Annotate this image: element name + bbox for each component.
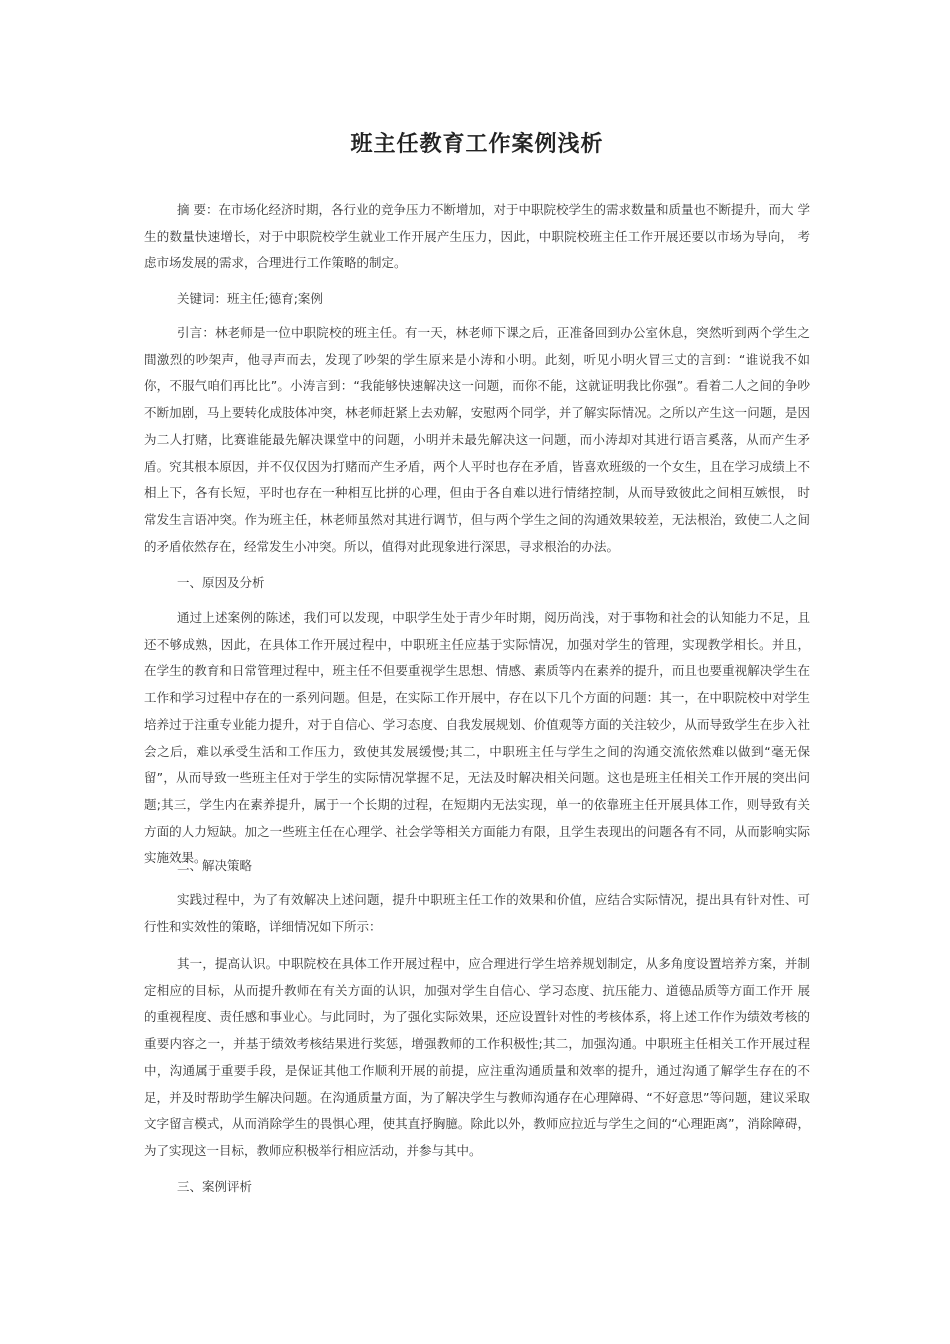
intro-paragraph: 引言：林老师是一位中职院校的班主任。有一天，林老师下课之后，正准备回到办公室休息，突然听到两个学生之間激烈的吵架声，他寻声而去，发现了吵架的学生原来是小涛和小明。此刻，听见小明火冒三丈的言到：“谁说我不如你，不服气咱们再比比”。小涛言到：“我能够快速解决这一问题，而你不能，这就证明我比你强”。看着二人之间的争吵不断加剧，马上要转化成肢体冲突，林老师赶紧上去劝解，安慰两个同学，并了解实际情况。之所以产生这一问题，是因为二人打赌，比赛谁能最先解决课堂中的问题，小明并未最先解决这一问题，而小涛却对其进行语言奚落，从而产生矛盾。究其根本原因，并不仅仅因为打赌而产生矛盾，两个人平时也存在矛盾，皆喜欢班级的一个女生，且在学习成绩上不相上下，各有长短，平时也存在一种相互比拼的心理，但由于各自难以进行情绪控制，从而导致彼此之间相互嫉恨， 时常发生言语冲突。作为班主任，林老师虽然对其进行调节，但与两个学生之间的沟通效果较差，无法根治，致使二人之间的矛盾依然存在，经常发生小冲突。所以，值得对此现象进行深思，寻求根治的办法。: [144, 325, 810, 554]
section1-heading: 一、原因及分析: [177, 575, 265, 590]
document-title: 班主任教育工作案例浅析: [350, 132, 604, 157]
section3-heading: 三、案例评析: [177, 1179, 253, 1194]
section2-body-paragraph: 其一，提高认识。中职院校在具体工作开展过程中，应合理进行学生培养规划制定，从多角度设置培养方案，并制定相应的目标，从而提升教师在有关方面的认识，加强对学生自信心、学习态度、抗压能力、道德品质等方面工作开 展的重视程度、责任感和事业心。与此同时，为了强化实际效果，还应设置针对性的考核体系，将上述工作作为绩效考核的重要内容之一，并基于绩效考核结果进行奖惩，增强教师的工作积极性;其二，加强沟通。中职班主任相关工作开展过程中，沟通属于重要手段，是保证其他工作顺利开展的前提，应注重沟通质量和效率的提升，通过沟通了解学生存在的不足，并及时帮助学生解决问题。在沟通质量方面，为了解决学生与教师沟通存在心理障碍、“不好意思”等问题，建议采取文字留言模式，从而消除学生的畏惧心理，使其直抒胸臆。除此以外，教师应拉近与学生之间的“心理距离”，消除障碍，为了实现这一目标，教师应积极举行相应活动，并参与其中。: [144, 956, 810, 1158]
section2-intro-paragraph: 实践过程中，为了有效解决上述问题，提升中职班主任工作的效果和价值，应结合实际情况，提出具有针对性、可行性和实效性的策略，详细情况如下所示：: [144, 892, 810, 934]
keywords-paragraph: 关键词：班主任;德育;案例: [177, 291, 323, 306]
section1-paragraph: 通过上述案例的陈述，我们可以发现，中职学生处于青少年时期，阅历尚浅，对于事物和社会的认知能力不足，且还不够成熟，因此，在具体工作开展过程中，中职班主任应基于实际情况，加强对学生的管理，实现教学相长。并且， 在学生的教育和日常管理过程中，班主任不但要重视学生思想、情感、素质等内在素养的提升，而且也要重视解决学生在工作和学习过程中存在的一系列问题。但是，在实际工作开展中，存在以下几个方面的问题：其一，在中职院校中对学生培养过于注重专业能力提升，对于自信心、学习态度、自我发展规划、价值观等方面的关注较少，从而导致学生在步入社会之后，难以承受生活和工作压力，致使其发展缓慢;其二，中职班主任与学生之间的沟通交流依然难以做到“毫无保留”，从而导致一些班主任对于学生的实际情况掌握不足，无法及时解决相关问题。这也是班主任相关工作开展的突出问题;其三，学生内在素养提升，属于一个长期的过程，在短期内无法实现，单一的依靠班主任开展具体工作，则导致有关方面的人力短缺。加之一些班主任在心理学、社会学等相关方面能力有限，且学生表现出的问题各有不同，从而影响实际实施效果。: [144, 610, 810, 866]
abstract-paragraph: 摘 要：在市场化经济时期，各行业的竞争压力不断增加，对于中职院校学生的需求数量和质量也不断提升，而大 学生的数量快速增长，对于中职院校学生就业工作开展产生压力，因此，中职院校班主任工作开展还要以市场为导向， 考虑市场发展的需求，合理进行工作策略的制定。: [144, 202, 810, 271]
section2-heading: 二、解决策略: [177, 858, 253, 873]
